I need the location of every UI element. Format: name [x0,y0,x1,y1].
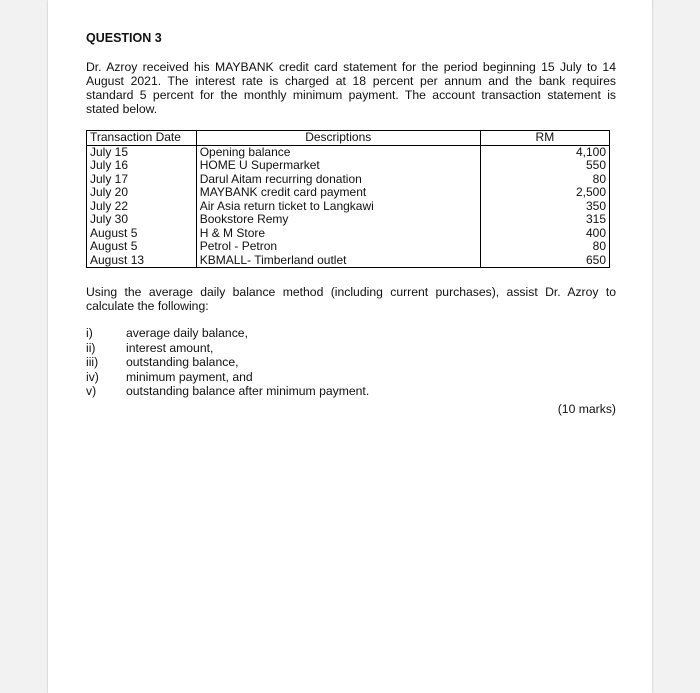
list-item [86,370,616,385]
table-row [87,186,610,200]
task-number: iii) [86,355,99,369]
question-title: QUESTION 3 [86,31,162,45]
task-list [86,326,616,399]
cell-amount: 4,100 [480,145,609,159]
cell-date: July 30 [87,213,197,227]
cell-date: July 16 [87,159,197,173]
cell-amount: 550 [480,159,609,173]
task-text: outstanding balance, [126,355,239,369]
table-header-row [87,131,610,146]
cell-description: MAYBANK credit card payment [196,186,480,200]
table-row [87,173,610,187]
question-intro: Dr. Azroy received his MAYBANK credit card statement for the period beginning 15 July to 14 August 2021. The interest rate is charged at 18 percent per annum and the bank requires standard 5 percent for the monthly minimum payment. The account transaction statement is stated below. [86,60,616,116]
task-number: ii) [86,340,96,355]
task-number: iv) [86,369,99,384]
cell-date: July 15 [87,145,197,159]
header-transaction-date: Transaction Date [87,131,197,146]
document-page [48,0,652,693]
list-item [86,355,616,370]
task-text: minimum payment, and [126,369,253,384]
transaction-table [86,130,610,268]
table-row [87,213,610,227]
question-instruction: Using the average daily balance method (including current purchases), assist Dr. Azroy to calculate the following: [86,285,616,313]
cell-amount: 80 [480,173,609,187]
list-item [86,384,616,399]
task-number: v) [86,384,97,398]
table-row [87,227,610,241]
header-rm: RM [480,131,609,146]
cell-description: Opening balance [196,145,480,159]
question-content [86,31,616,416]
header-descriptions: Descriptions [196,131,480,146]
table-row [87,240,610,254]
table-row [87,200,610,214]
cell-amount: 650 [480,254,609,268]
marks-label: (10 marks) [557,401,616,416]
cell-date: August 13 [87,254,197,268]
cell-date: July 22 [87,200,197,214]
task-text: average daily balance, [126,326,248,340]
cell-date: August 5 [87,240,197,254]
cell-amount: 400 [480,227,609,241]
cell-description: Bookstore Remy [196,213,480,227]
cell-date: July 17 [87,173,197,187]
cell-amount: 2,500 [480,186,609,200]
list-item [86,326,616,341]
task-number: i) [86,326,93,340]
cell-amount: 315 [480,213,609,227]
cell-date: July 20 [87,186,197,200]
task-text: interest amount, [126,340,214,355]
table-row [87,145,610,159]
cell-description: Darul Aitam recurring donation [196,173,480,187]
cell-description: Petrol - Petron [196,240,480,254]
cell-description: HOME U Supermarket [196,159,480,173]
cell-amount: 350 [480,200,609,214]
table-row [87,254,610,268]
cell-amount: 80 [480,240,609,254]
task-text: outstanding balance after minimum payment. [126,384,370,398]
cell-description: KBMALL- Timberland outlet [196,254,480,268]
cell-description: Air Asia return ticket to Langkawi [196,200,480,214]
cell-description: H & M Store [196,227,480,241]
cell-date: August 5 [87,227,197,241]
table-row [87,159,610,173]
list-item [86,341,616,356]
